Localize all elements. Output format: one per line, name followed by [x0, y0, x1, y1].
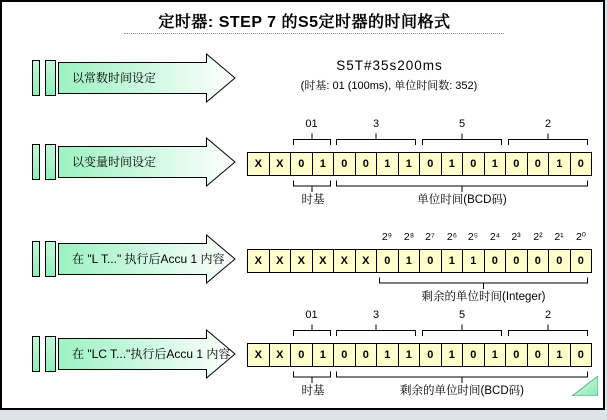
bit-weight-label: 2⁰: [575, 231, 587, 243]
bit-cell: 0: [548, 250, 570, 272]
bit-cell: X: [333, 250, 355, 272]
timer-constant-value: S5T#35s200ms: [336, 58, 443, 73]
group-value-label: 01: [305, 118, 318, 130]
bit-cell: 0: [484, 250, 506, 272]
bit-cell: 1: [484, 153, 506, 175]
bit-cell: X: [312, 250, 334, 272]
accent-bar: [45, 336, 56, 372]
bit-cell: 0: [527, 344, 549, 366]
arrow-label: 在 "L T..." 执行后Accu 1 内容: [72, 252, 225, 266]
bit-cell: 1: [398, 153, 420, 175]
unit-time-caption: 单位时间(BCD码): [417, 194, 507, 206]
bottom-bracket: [336, 371, 588, 384]
accent-bar: [45, 241, 56, 277]
bottom-bracket: [336, 180, 588, 193]
bit-cell: 0: [505, 344, 527, 366]
bit-cell: 1: [398, 250, 420, 272]
bit-cell: 0: [355, 153, 377, 175]
timer-constant-detail: (时基: 01 (100ms), 单位时间数: 352): [300, 80, 478, 92]
bit-table: [247, 343, 592, 367]
top-bracket: [293, 133, 331, 146]
time-base-caption: 时基: [301, 194, 325, 206]
bit-cell: 0: [462, 153, 484, 175]
bit-weight-label: 2⁵: [467, 231, 479, 243]
arrow-label: 在 "LC T..."执行后Accu 1 内容: [72, 347, 231, 361]
top-bracket: [422, 133, 502, 146]
bit-weight-label: 2⁶: [446, 231, 458, 243]
bit-cell: 1: [548, 153, 570, 175]
bit-cell: 0: [527, 153, 549, 175]
bit-weight-label: 2⁷: [425, 231, 435, 243]
bit-cell: 0: [570, 153, 592, 175]
top-bracket: [508, 133, 588, 146]
top-bracket: [336, 133, 416, 146]
top-bracket: [293, 324, 331, 337]
bit-cell: X: [269, 153, 291, 175]
bit-cell: X: [254, 158, 262, 170]
time-base-caption: 时基: [301, 385, 325, 397]
group-value-label: 5: [458, 309, 466, 321]
bottom-bracket: [379, 277, 588, 290]
arrow-label: 以常数时间设定: [72, 71, 157, 85]
bit-cell: X: [254, 349, 262, 361]
bit-cell: 0: [333, 153, 355, 175]
bit-cell: 0: [419, 153, 441, 175]
bit-cell: 0: [570, 344, 592, 366]
page-title: 定时器: STEP 7 的S5定时器的时间格式: [158, 14, 451, 31]
group-value-label: 01: [305, 309, 318, 321]
bit-cell: 1: [312, 153, 334, 175]
bit-cell: 0: [505, 250, 527, 272]
accent-bar: [32, 336, 40, 372]
bit-cell: X: [254, 255, 262, 267]
remaining-time-caption: 剩余的单位时间(BCD码): [400, 385, 524, 397]
top-bracket: [422, 324, 502, 337]
bit-weight-label: 2⁸: [403, 231, 415, 243]
bottom-bracket: [293, 180, 331, 193]
bit-cell: 1: [462, 250, 484, 272]
bit-cell: 0: [419, 250, 441, 272]
bit-cell: 1: [441, 344, 463, 366]
remaining-time-caption: 剩余的单位时间(Integer): [421, 291, 546, 303]
bit-cell: X: [355, 250, 377, 272]
bit-table: [247, 249, 592, 273]
group-value-label: 5: [458, 118, 466, 130]
accent-bar: [32, 241, 40, 277]
corner-fold-triangle-icon: [572, 376, 598, 396]
title-underline: [124, 33, 504, 34]
bit-cell: 0: [570, 250, 592, 272]
bit-cell: 0: [419, 344, 441, 366]
accent-bar: [32, 144, 40, 180]
bit-cell: 0: [333, 344, 355, 366]
accent-bar: [45, 144, 56, 180]
bit-cell: 1: [376, 153, 398, 175]
bit-cell: 0: [355, 344, 377, 366]
bit-weight-label: 2⁹: [381, 231, 393, 243]
accent-bar: [45, 60, 56, 96]
group-value-label: 2: [544, 118, 552, 130]
bit-cell: 1: [312, 344, 334, 366]
bit-cell: 1: [548, 344, 570, 366]
bit-weight-label: 2⁴: [489, 231, 501, 243]
top-bracket: [336, 324, 416, 337]
bit-table: [247, 152, 592, 176]
bit-cell: 0: [290, 344, 312, 366]
bit-cell: 0: [290, 153, 312, 175]
bit-weight-label: 2¹: [554, 231, 564, 243]
bit-cell: 1: [376, 344, 398, 366]
bit-cell: 1: [484, 344, 506, 366]
bottom-bracket: [293, 371, 331, 384]
group-value-label: 3: [372, 309, 380, 321]
bit-cell: 1: [441, 250, 463, 272]
bit-weight-label: 2²: [533, 231, 543, 243]
bit-cell: 1: [398, 344, 420, 366]
bit-weight-label: 2³: [511, 231, 521, 243]
group-value-label: 2: [544, 309, 552, 321]
bit-cell: 0: [505, 153, 527, 175]
top-bracket: [508, 324, 588, 337]
bit-cell: 0: [527, 250, 549, 272]
bit-cell: 0: [462, 344, 484, 366]
bit-cell: X: [290, 250, 312, 272]
arrow-label: 以变量时间设定: [72, 155, 157, 169]
group-value-label: 3: [372, 118, 380, 130]
bit-cell: X: [269, 250, 291, 272]
bit-cell: X: [269, 344, 291, 366]
bit-cell: 1: [441, 153, 463, 175]
accent-bar: [32, 60, 40, 96]
bit-cell: 0: [376, 250, 398, 272]
